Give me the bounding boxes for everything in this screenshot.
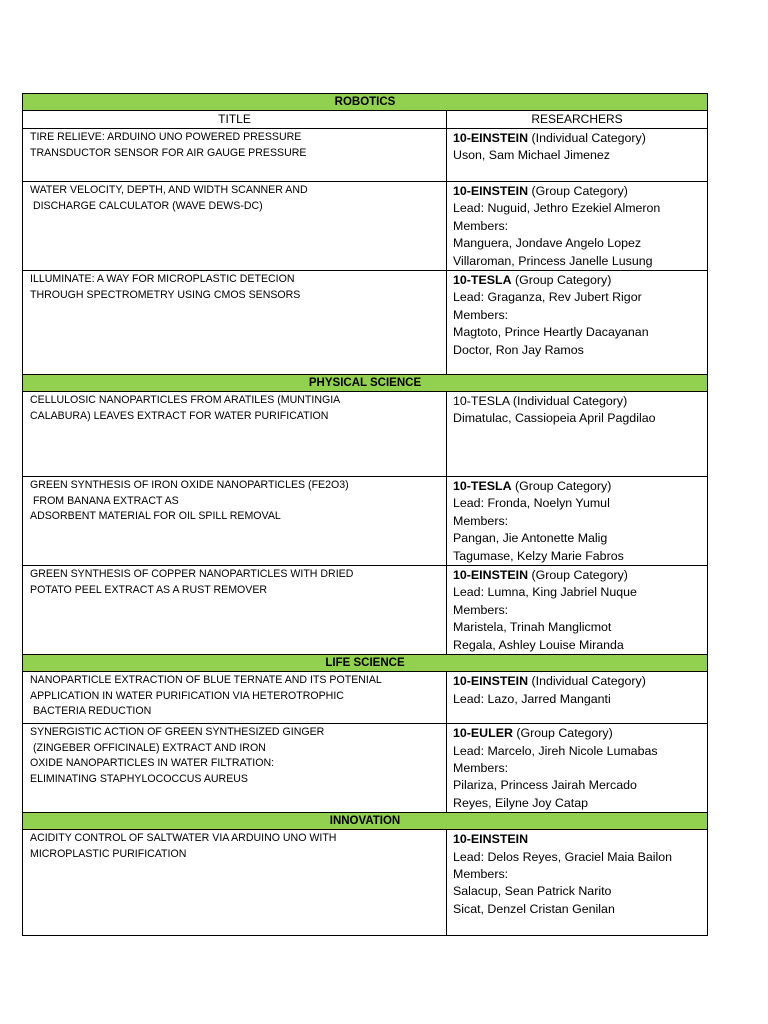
researcher-line: Regala, Ashley Louise Miranda <box>453 637 624 652</box>
researcher-line: Sicat, Denzel Cristan Genilan <box>453 901 615 916</box>
project-title-line: POTATO PEEL EXTRACT AS A RUST REMOVER <box>30 583 268 596</box>
project-title-line: GREEN SYNTHESIS OF IRON OXIDE NANOPARTICLES (FE2O3) <box>30 479 349 492</box>
project-title-line: NANOPARTICLE EXTRACTION OF BLUE TERNATE AND ITS POTENIAL <box>30 674 382 687</box>
section-line <box>453 567 707 584</box>
research-table <box>22 93 708 936</box>
category-label: (Group Category) <box>528 568 628 583</box>
section-line <box>453 272 707 289</box>
project-title-line: ADSORBENT MATERIAL FOR OIL SPILL REMOVAL <box>30 510 281 523</box>
project-title-line: ELIMINATING STAPHYLOCOCCUS AUREUS <box>30 772 248 785</box>
researcher-line: Members: <box>453 218 509 233</box>
section-header-row <box>23 655 708 672</box>
section-header-row <box>23 813 708 830</box>
project-title-cell <box>23 477 447 566</box>
project-title-line: GREEN SYNTHESIS OF COPPER NANOPARTICLES WITH DRIED <box>30 568 354 581</box>
category-label: (Group Category) <box>511 479 612 494</box>
category-label: (Individual Category) <box>528 131 646 145</box>
researcher-line: Dimatulac, Cassiopeia April Pagdilao <box>453 411 656 426</box>
class-section: 10-EULER <box>453 726 513 741</box>
researchers-cell <box>447 566 708 655</box>
project-title-cell <box>23 392 447 477</box>
project-title-line: WATER VELOCITY, DEPTH, AND WIDTH SCANNER AND <box>30 184 308 196</box>
section-header-row <box>23 375 708 392</box>
researchers-cell <box>447 182 708 271</box>
project-title-line: ILLUMINATE: A WAY FOR MICROPLASTIC DETECION <box>30 273 295 286</box>
researcher-line: Magtoto, Prince Heartly Dacayanan <box>453 325 649 340</box>
column-header-row <box>23 111 708 129</box>
researchers-cell <box>447 392 708 477</box>
research-table-body <box>23 94 708 936</box>
section-line <box>453 478 707 495</box>
class-section: 10-EINSTEIN <box>453 674 529 689</box>
table-row <box>23 182 708 271</box>
class-section: 10-TESLA <box>453 273 512 288</box>
researcher-line: Salacup, Sean Patrick Narito <box>453 884 612 899</box>
class-section: 10-TESLA <box>453 479 512 494</box>
project-title-cell <box>23 271 447 375</box>
section-title: LIFE SCIENCE <box>23 655 708 672</box>
researcher-line: Tagumase, Kelzy Marie Fabros <box>453 548 624 563</box>
project-title-line: THROUGH SPECTROMETRY USING CMOS SENSORS <box>30 288 301 301</box>
project-title-line: FROM BANANA EXTRACT AS <box>30 494 179 507</box>
table-row <box>23 392 708 477</box>
project-title-cell <box>23 724 447 813</box>
project-title-cell <box>23 566 447 655</box>
researcher-line: Members: <box>453 307 509 322</box>
researchers-cell <box>447 724 708 813</box>
category-label: (Individual Category) <box>528 674 646 689</box>
researchers-cell <box>447 477 708 566</box>
project-title-line: CELLULOSIC NANOPARTICLES FROM ARATILES (MUNTINGIA <box>30 394 341 407</box>
table-row <box>23 271 708 375</box>
researcher-line: Lead: Fronda, Noelyn Yumul <box>453 496 610 511</box>
researcher-line: Members: <box>453 602 509 617</box>
class-section: 10-EINSTEIN <box>453 131 529 145</box>
researcher-line: Pangan, Jie Antonette Malig <box>453 531 608 546</box>
section-title: PHYSICAL SCIENCE <box>23 375 708 392</box>
project-title-cell <box>23 129 447 182</box>
section-line <box>453 183 707 200</box>
class-section: 10-EINSTEIN <box>453 568 529 583</box>
table-row <box>23 672 708 724</box>
project-title-line: APPLICATION IN WATER PURIFICATION VIA HETEROTROPHIC <box>30 689 344 702</box>
researcher-line: Lead: Lazo, Jarred Manganti <box>453 691 611 706</box>
category-label: (Group Category) <box>528 184 628 198</box>
researcher-line: Lead: Nuguid, Jethro Ezekiel Almeron <box>453 201 661 216</box>
category-label: 10-TESLA (Individual Category) <box>453 394 628 409</box>
researcher-line: Lead: Marcelo, Jireh Nicole Lumabas <box>453 743 658 758</box>
section-title: ROBOTICS <box>23 94 708 111</box>
section-line <box>453 673 707 690</box>
researchers-cell <box>447 672 708 724</box>
project-title-line: DISCHARGE CALCULATOR (WAVE DEWS-DC) <box>30 199 263 212</box>
researcher-line: Uson, Sam Michael Jimenez <box>453 148 611 163</box>
column-header-researchers: RESEARCHERS <box>447 111 708 129</box>
project-title-line: SYNERGISTIC ACTION OF GREEN SYNTHESIZED GINGER <box>30 726 325 739</box>
researcher-line: Pilariza, Princess Jairah Mercado <box>453 778 637 793</box>
section-header-row <box>23 94 708 111</box>
researchers-cell <box>447 129 708 182</box>
project-title-line: TIRE RELIEVE: ARDUINO UNO POWERED PRESSURE <box>30 131 302 143</box>
researcher-line: Doctor, Ron Jay Ramos <box>453 342 584 357</box>
table-row <box>23 724 708 813</box>
researcher-line: Manguera, Jondave Angelo Lopez <box>453 236 642 251</box>
category-label: (Group Category) <box>512 726 613 741</box>
researcher-line: Villaroman, Princess Janelle Lusung <box>453 253 653 268</box>
class-section: 10-EINSTEIN <box>453 184 529 198</box>
project-title-line: CALABURA) LEAVES EXTRACT FOR WATER PURIFICATION <box>30 409 329 422</box>
researcher-line: Members: <box>453 760 509 775</box>
class-section: 10-EINSTEIN <box>453 832 529 847</box>
researcher-line: Maristela, Trinah Manglicmot <box>453 620 612 635</box>
researchers-cell <box>447 830 708 936</box>
section-line <box>453 725 707 742</box>
project-title-line: OXIDE NANOPARTICLES IN WATER FILTRATION: <box>30 757 275 770</box>
researcher-line: Reyes, Eilyne Joy Catap <box>453 795 588 810</box>
category-label: (Group Category) <box>511 273 612 288</box>
section-line <box>453 130 707 147</box>
section-line <box>453 393 707 410</box>
project-title-line: TRANSDUCTOR SENSOR FOR AIR GAUGE PRESSURE <box>30 146 307 159</box>
section-line <box>453 831 707 848</box>
table-row <box>23 830 708 936</box>
researcher-line: Lead: Delos Reyes, Graciel Maia Bailon <box>453 849 673 864</box>
project-title-cell <box>23 182 447 271</box>
project-title-line: BACTERIA REDUCTION <box>30 705 152 718</box>
section-title: INNOVATION <box>23 813 708 830</box>
researcher-line: Lead: Graganza, Rev Jubert Rigor <box>453 290 642 305</box>
project-title-cell <box>23 830 447 936</box>
researcher-line: Lead: Lumna, King Jabriel Nuque <box>453 585 637 600</box>
table-row <box>23 129 708 182</box>
project-title-cell <box>23 672 447 724</box>
research-document <box>22 93 707 936</box>
researcher-line: Members: <box>453 866 509 881</box>
researcher-line: Members: <box>453 513 509 528</box>
column-header-title: TITLE <box>23 111 447 129</box>
researchers-cell <box>447 271 708 375</box>
project-title-line: MICROPLASTIC PURIFICATION <box>30 847 187 860</box>
table-row <box>23 477 708 566</box>
project-title-line: ACIDITY CONTROL OF SALTWATER VIA ARDUINO UNO WITH <box>30 832 337 845</box>
table-row <box>23 566 708 655</box>
project-title-line: (ZINGEBER OFFICINALE) EXTRACT AND IRON <box>30 741 266 754</box>
